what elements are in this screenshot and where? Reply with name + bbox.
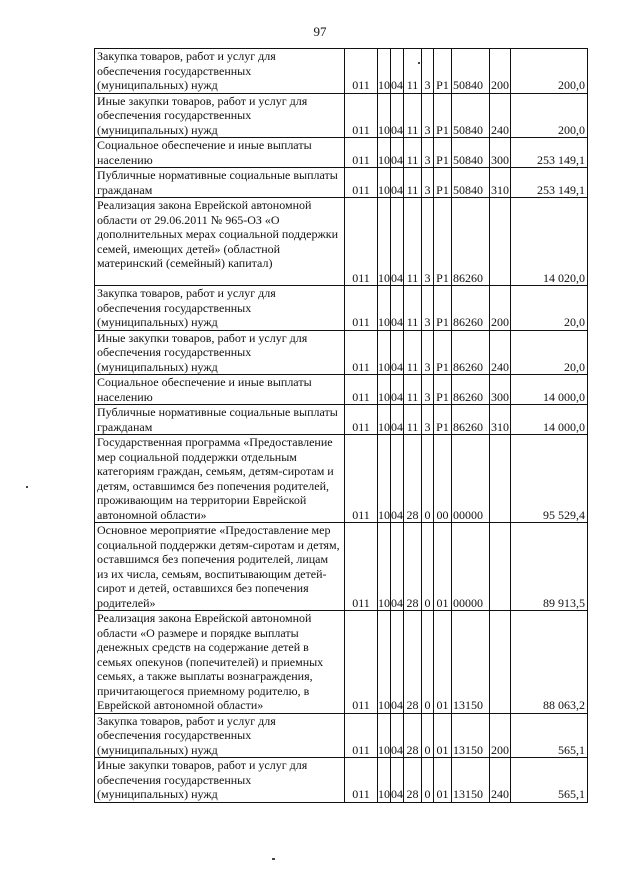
subprogram-code: 0: [422, 611, 434, 714]
direction-code: 01: [434, 611, 452, 714]
target-code: 13150: [452, 611, 490, 714]
target-code: 50840: [452, 49, 490, 94]
subsection-code: 04: [391, 138, 404, 168]
program-code: 11: [404, 168, 422, 198]
gov-code: 011: [345, 405, 378, 435]
subsection-code: 04: [391, 93, 404, 138]
direction-code: Р1: [434, 168, 452, 198]
expense-type-code: 240: [490, 758, 511, 803]
amount: 565,1: [511, 713, 588, 758]
subprogram-code: 0: [422, 758, 434, 803]
table-row: [95, 49, 588, 94]
target-code: 86260: [452, 286, 490, 331]
subsection-code: 04: [391, 49, 404, 94]
scan-speck: [418, 62, 420, 64]
target-code: 50840: [452, 138, 490, 168]
expense-type-code: 310: [490, 405, 511, 435]
scan-speck: [26, 486, 28, 488]
section-code: 10: [378, 758, 391, 803]
table-row: [95, 198, 588, 286]
gov-code: 011: [345, 435, 378, 523]
target-code: 86260: [452, 405, 490, 435]
amount: 20,0: [511, 330, 588, 375]
table-row: [95, 93, 588, 138]
expense-type-code: 200: [490, 713, 511, 758]
budget-table-body: [95, 49, 588, 803]
row-name: Закупка товаров, работ и услуг для обеспечения государственных (муниципальных) нужд: [95, 286, 345, 331]
amount: 253 149,1: [511, 168, 588, 198]
gov-code: 011: [345, 375, 378, 405]
table-row: [95, 138, 588, 168]
subsection-code: 04: [391, 523, 404, 611]
gov-code: 011: [345, 49, 378, 94]
expense-type-code: 240: [490, 93, 511, 138]
amount: 20,0: [511, 286, 588, 331]
page-number: 97: [313, 24, 327, 39]
row-name: Закупка товаров, работ и услуг для обеспечения государственных (муниципальных) нужд: [95, 713, 345, 758]
section-code: 10: [378, 405, 391, 435]
direction-code: Р1: [434, 405, 452, 435]
program-code: 28: [404, 758, 422, 803]
section-code: 10: [378, 49, 391, 94]
gov-code: 011: [345, 198, 378, 286]
subsection-code: 04: [391, 168, 404, 198]
section-code: 10: [378, 435, 391, 523]
row-name: Публичные нормативные социальные выплаты гражданам: [95, 405, 345, 435]
amount: 14 000,0: [511, 405, 588, 435]
direction-code: Р1: [434, 138, 452, 168]
expense-type-code: [490, 435, 511, 523]
gov-code: 011: [345, 93, 378, 138]
row-name: Основное мероприятие «Предоставление мер социальной поддержки детям-сиротам и детям, оставшимся без попечения родителей, лицам из их числа, семьям, воспитывающим детей-сирот и детей, оставшихся без попечения родителей»: [95, 523, 345, 611]
gov-code: 011: [345, 138, 378, 168]
table-row: [95, 713, 588, 758]
expense-type-code: 300: [490, 138, 511, 168]
amount: 200,0: [511, 93, 588, 138]
program-code: 11: [404, 330, 422, 375]
subprogram-code: 3: [422, 286, 434, 331]
target-code: 86260: [452, 375, 490, 405]
subprogram-code: 3: [422, 405, 434, 435]
direction-code: 00: [434, 435, 452, 523]
expense-type-code: 240: [490, 330, 511, 375]
amount: 88 063,2: [511, 611, 588, 714]
table-row: [95, 523, 588, 611]
table-row: [95, 611, 588, 714]
target-code: 00000: [452, 523, 490, 611]
section-code: 10: [378, 375, 391, 405]
section-code: 10: [378, 713, 391, 758]
gov-code: 011: [345, 713, 378, 758]
target-code: 86260: [452, 198, 490, 286]
table-row: [95, 330, 588, 375]
table-row: [95, 375, 588, 405]
subsection-code: 04: [391, 330, 404, 375]
amount: 565,1: [511, 758, 588, 803]
target-code: 13150: [452, 713, 490, 758]
row-name: Социальное обеспечение и иные выплаты населению: [95, 138, 345, 168]
subsection-code: 04: [391, 611, 404, 714]
table-row: [95, 168, 588, 198]
target-code: 86260: [452, 330, 490, 375]
direction-code: Р1: [434, 198, 452, 286]
subprogram-code: 3: [422, 375, 434, 405]
subsection-code: 04: [391, 375, 404, 405]
row-name: Государственная программа «Предоставление мер социальной поддержки отдельным категориям граждан, семьям, детям-сиротам и детям, оставшимся без попечения родителей, проживающим на территории Еврейской автономной области»: [95, 435, 345, 523]
expense-type-code: 200: [490, 286, 511, 331]
program-code: 28: [404, 611, 422, 714]
program-code: 11: [404, 375, 422, 405]
program-code: 11: [404, 286, 422, 331]
subsection-code: 04: [391, 435, 404, 523]
subsection-code: 04: [391, 713, 404, 758]
section-code: 10: [378, 138, 391, 168]
subprogram-code: 3: [422, 168, 434, 198]
budget-table: [94, 48, 588, 803]
section-code: 10: [378, 611, 391, 714]
section-code: 10: [378, 286, 391, 331]
subprogram-code: 3: [422, 49, 434, 94]
target-code: 00000: [452, 435, 490, 523]
subsection-code: 04: [391, 286, 404, 331]
row-name: Иные закупки товаров, работ и услуг для обеспечения государственных (муниципальных) нужд: [95, 758, 345, 803]
amount: 95 529,4: [511, 435, 588, 523]
amount: 253 149,1: [511, 138, 588, 168]
subprogram-code: 3: [422, 138, 434, 168]
amount: 14 020,0: [511, 198, 588, 286]
direction-code: 01: [434, 713, 452, 758]
program-code: 11: [404, 49, 422, 94]
program-code: 11: [404, 405, 422, 435]
row-name: Иные закупки товаров, работ и услуг для обеспечения государственных (муниципальных) нужд: [95, 93, 345, 138]
program-code: 28: [404, 435, 422, 523]
row-name: Публичные нормативные социальные выплаты гражданам: [95, 168, 345, 198]
subprogram-code: 0: [422, 713, 434, 758]
row-name: Реализация закона Еврейской автономной области от 29.06.2011 № 965-ОЗ «О дополнительных мерах социальной поддержки семей, имеющих детей» (областной материнский (семейный) капитал): [95, 198, 345, 286]
gov-code: 011: [345, 611, 378, 714]
program-code: 28: [404, 713, 422, 758]
direction-code: Р1: [434, 93, 452, 138]
subsection-code: 04: [391, 758, 404, 803]
direction-code: Р1: [434, 375, 452, 405]
program-code: 11: [404, 198, 422, 286]
target-code: 13150: [452, 758, 490, 803]
subprogram-code: 3: [422, 198, 434, 286]
direction-code: Р1: [434, 286, 452, 331]
direction-code: 01: [434, 523, 452, 611]
subsection-code: 04: [391, 198, 404, 286]
expense-type-code: [490, 523, 511, 611]
direction-code: Р1: [434, 49, 452, 94]
target-code: 50840: [452, 168, 490, 198]
table-row: [95, 286, 588, 331]
section-code: 10: [378, 168, 391, 198]
section-code: 10: [378, 198, 391, 286]
subsection-code: 04: [391, 405, 404, 435]
row-name: Закупка товаров, работ и услуг для обеспечения государственных (муниципальных) нужд: [95, 49, 345, 94]
target-code: 50840: [452, 93, 490, 138]
expense-type-code: [490, 611, 511, 714]
subprogram-code: 3: [422, 330, 434, 375]
amount: 89 913,5: [511, 523, 588, 611]
expense-type-code: 300: [490, 375, 511, 405]
subprogram-code: 0: [422, 435, 434, 523]
row-name: Реализация закона Еврейской автономной области «О размере и порядке выплаты денежных средств на содержание детей в семьях опекунов (попечителей) и приемных семьях, а также выплаты вознаграждения, причитающегося приемному родителю, в Еврейской автономной области»: [95, 611, 345, 714]
expense-type-code: 310: [490, 168, 511, 198]
table-row: [95, 758, 588, 803]
gov-code: 011: [345, 758, 378, 803]
program-code: 11: [404, 138, 422, 168]
gov-code: 011: [345, 330, 378, 375]
amount: 200,0: [511, 49, 588, 94]
subprogram-code: 0: [422, 523, 434, 611]
section-code: 10: [378, 523, 391, 611]
row-name: Иные закупки товаров, работ и услуг для обеспечения государственных (муниципальных) нужд: [95, 330, 345, 375]
table-row: [95, 435, 588, 523]
amount: 14 000,0: [511, 375, 588, 405]
scan-speck: [272, 858, 275, 860]
gov-code: 011: [345, 168, 378, 198]
expense-type-code: [490, 198, 511, 286]
section-code: 10: [378, 93, 391, 138]
row-name: Социальное обеспечение и иные выплаты населению: [95, 375, 345, 405]
subprogram-code: 3: [422, 93, 434, 138]
gov-code: 011: [345, 523, 378, 611]
gov-code: 011: [345, 286, 378, 331]
direction-code: Р1: [434, 330, 452, 375]
program-code: 28: [404, 523, 422, 611]
section-code: 10: [378, 330, 391, 375]
direction-code: 01: [434, 758, 452, 803]
table-row: [95, 405, 588, 435]
program-code: 11: [404, 93, 422, 138]
expense-type-code: 200: [490, 49, 511, 94]
